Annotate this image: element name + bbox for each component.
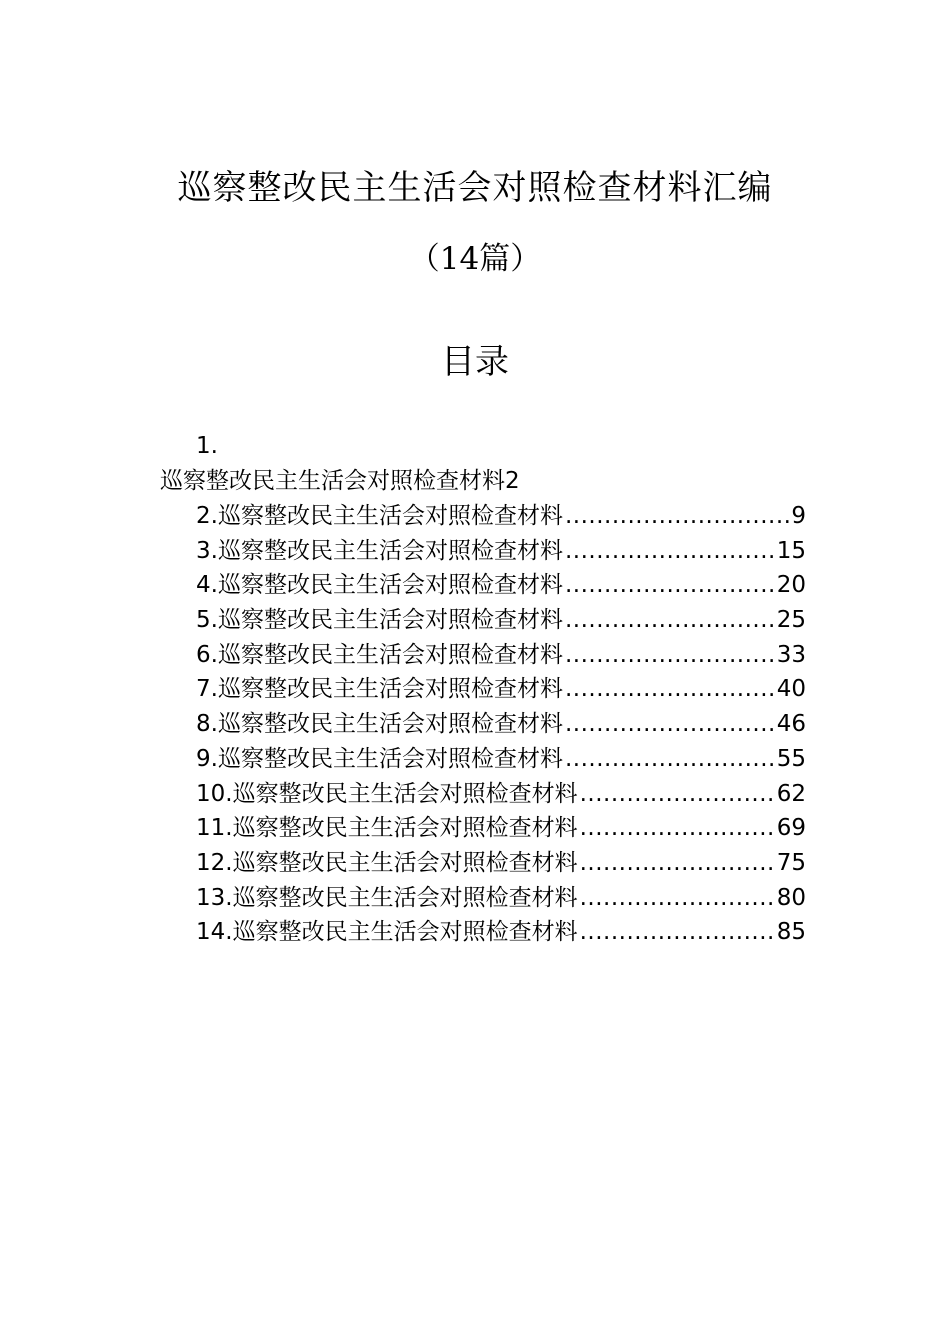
toc-entry[interactable] [196, 812, 806, 847]
toc-entry-label: 2.巡察整改民主生活会对照检查材料 [196, 503, 563, 529]
toc-entry-label: 3.巡察整改民主生活会对照检查材料 [196, 537, 563, 564]
toc-entry[interactable] [196, 535, 806, 570]
toc-leader-dots [565, 500, 789, 532]
toc-entry-page: 9 [791, 503, 806, 529]
toc-entry-1-number[interactable]: 1. [196, 433, 218, 459]
toc-leader-dots [580, 882, 775, 914]
toc-entry[interactable] [196, 778, 806, 813]
toc-entry-label: 12.巡察整改民主生活会对照检查材料 [196, 849, 578, 876]
toc-leader-dots [565, 673, 775, 705]
toc-leader-dots [565, 639, 775, 671]
toc-list [196, 500, 806, 951]
toc-heading: 目录 [441, 342, 509, 382]
toc-entry-page: 69 [776, 815, 806, 842]
toc-entry-1-page: 2 [505, 468, 520, 494]
toc-entry-page: 62 [776, 780, 806, 807]
toc-entry-label: 8.巡察整改民主生活会对照检查材料 [196, 711, 563, 738]
toc-leader-dots [580, 778, 775, 810]
toc-entry-label: 6.巡察整改民主生活会对照检查材料 [196, 641, 563, 668]
toc-leader-dots [565, 535, 775, 567]
toc-entry-page: 80 [776, 884, 806, 911]
toc-entry-label: 7.巡察整改民主生活会对照检查材料 [196, 676, 563, 703]
toc-entry-label: 13.巡察整改民主生活会对照检查材料 [196, 884, 578, 911]
toc-entry[interactable] [196, 882, 806, 917]
toc-entry-page: 46 [776, 711, 806, 738]
toc-leader-dots [580, 812, 775, 844]
toc-entry-page: 20 [776, 572, 806, 599]
toc-entry[interactable] [196, 708, 806, 743]
toc-leader-dots [565, 604, 775, 636]
toc-entry[interactable] [196, 604, 806, 639]
toc-entry-label: 4.巡察整改民主生活会对照检查材料 [196, 572, 563, 599]
toc-entry[interactable] [196, 639, 806, 674]
toc-entry-1[interactable] [160, 465, 520, 497]
toc-leader-dots [565, 569, 775, 601]
toc-entry[interactable] [196, 569, 806, 604]
toc-entry[interactable] [196, 673, 806, 708]
document-subtitle: （14篇） [408, 241, 542, 277]
toc-entry-page: 25 [776, 607, 806, 634]
toc-entry-page: 55 [776, 745, 806, 772]
toc-entry-label: 5.巡察整改民主生活会对照检查材料 [196, 607, 563, 634]
toc-leader-dots [565, 708, 775, 740]
toc-entry-1-label: 巡察整改民主生活会对照检查材料 [160, 468, 505, 494]
toc-entry[interactable] [196, 500, 806, 535]
toc-leader-dots [580, 847, 775, 879]
toc-leader-dots [565, 743, 775, 775]
toc-entry[interactable] [196, 916, 806, 951]
document-title: 巡察整改民主生活会对照检查材料汇编 [177, 168, 773, 208]
toc-entry-label: 11.巡察整改民主生活会对照检查材料 [196, 815, 578, 842]
toc-entry-label: 10.巡察整改民主生活会对照检查材料 [196, 780, 578, 807]
toc-entry-page: 85 [776, 919, 806, 946]
toc-entry-page: 15 [776, 537, 806, 564]
toc-entry-page: 33 [776, 641, 806, 668]
toc-entry-page: 40 [776, 676, 806, 703]
toc-entry-label: 14.巡察整改民主生活会对照检查材料 [196, 919, 578, 946]
toc-entry[interactable] [196, 743, 806, 778]
toc-entry-page: 75 [776, 849, 806, 876]
toc-entry[interactable] [196, 847, 806, 882]
toc-leader-dots [580, 916, 775, 948]
toc-entry-label: 9.巡察整改民主生活会对照检查材料 [196, 745, 563, 772]
